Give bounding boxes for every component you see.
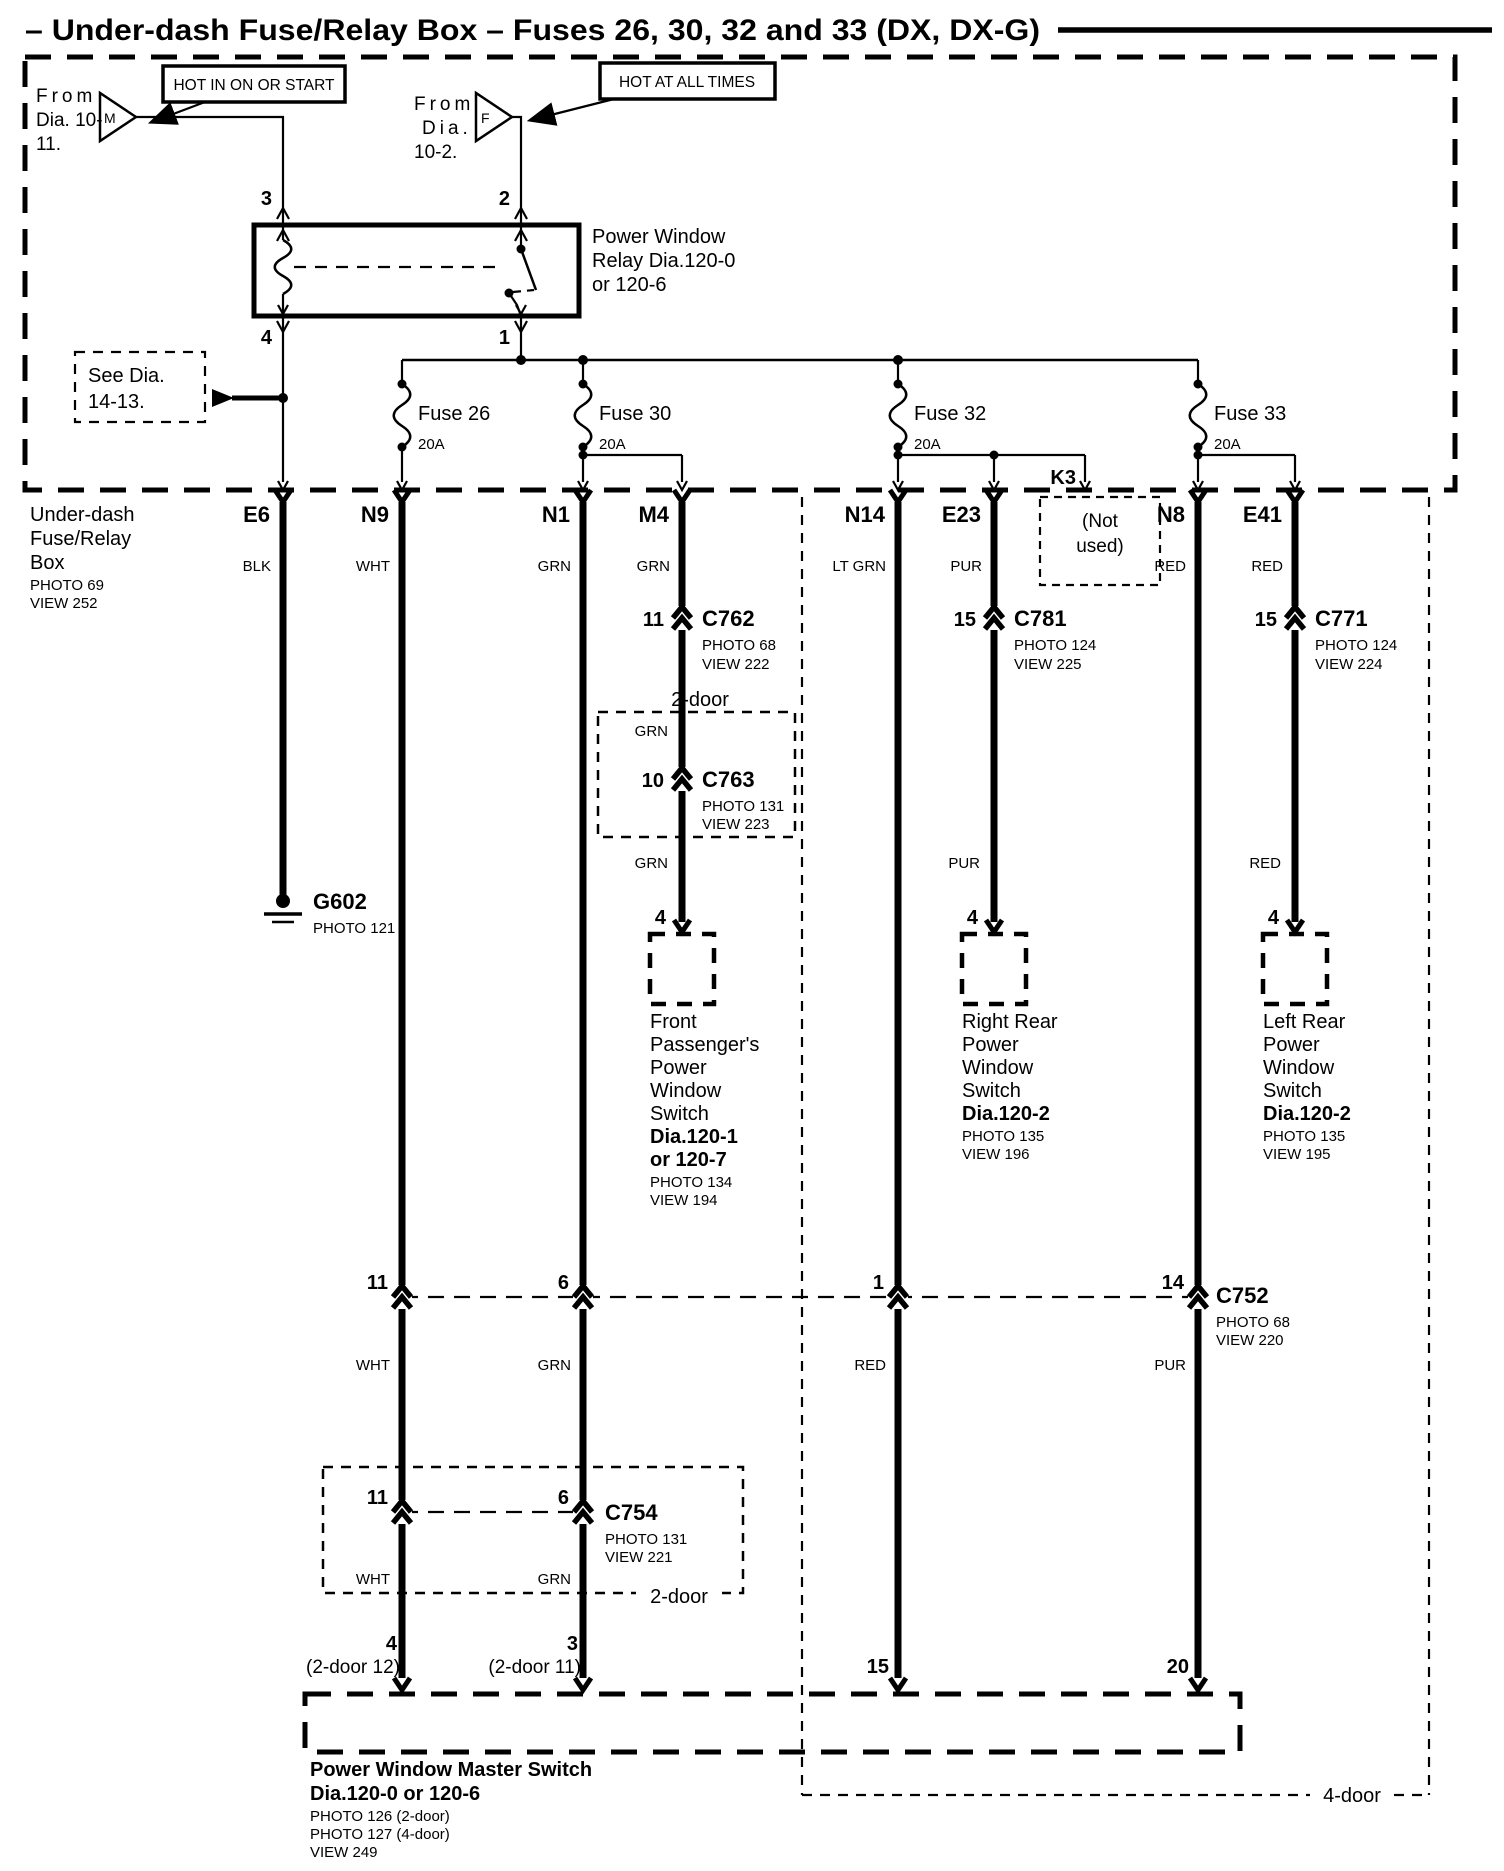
c752-view: VIEW 220 bbox=[1216, 1332, 1284, 1349]
wire-color-wht: WHT bbox=[355, 1571, 390, 1588]
wire-color-grn: GRN bbox=[537, 1357, 571, 1374]
relay-label-line: Relay Dia.120-0 bbox=[592, 250, 736, 272]
c771-photo: PHOTO 124 bbox=[1315, 637, 1398, 654]
c781-photo: PHOTO 124 bbox=[1014, 637, 1097, 654]
k3-note-line: used) bbox=[1076, 536, 1124, 557]
c752-photo: PHOTO 68 bbox=[1216, 1314, 1290, 1331]
power-window-relay bbox=[254, 188, 735, 349]
switch-name-line: Power bbox=[1263, 1034, 1320, 1056]
junction-dot bbox=[516, 355, 526, 365]
wire-color-grn: GRN bbox=[537, 558, 571, 575]
wire-end-connector-icon bbox=[1190, 1678, 1206, 1690]
connector-chevron-icon bbox=[392, 1500, 412, 1524]
wire-color-wht: WHT bbox=[355, 558, 390, 575]
wire-color-grn: GRN bbox=[636, 558, 670, 575]
connector-chevron-icon bbox=[573, 1285, 593, 1309]
master-pin-20: 20 bbox=[1166, 1656, 1189, 1678]
relay-contact-arm-icon bbox=[521, 249, 536, 290]
switch-pin: 4 bbox=[1267, 907, 1279, 929]
front-passenger-switch bbox=[650, 907, 759, 1209]
wire-color-grn: GRN bbox=[634, 723, 668, 740]
cavity-id-e23: E23 bbox=[941, 502, 981, 527]
relay-contact-lead bbox=[509, 293, 521, 316]
cavity-id-e41: E41 bbox=[1242, 502, 1282, 527]
wire-color-red: RED bbox=[1154, 558, 1186, 575]
source-ref-line: From bbox=[414, 94, 475, 115]
see-dia-line: 14-13. bbox=[88, 391, 145, 413]
relay-pin-1: 1 bbox=[498, 327, 510, 349]
relay-box bbox=[254, 225, 579, 316]
c752-pin-11: 11 bbox=[366, 1272, 388, 1294]
connector-c752 bbox=[356, 1272, 1290, 1374]
harness-wires bbox=[283, 502, 1295, 1678]
c781-pin: 15 bbox=[953, 609, 976, 631]
fuse-30-label: Fuse 30 bbox=[599, 403, 672, 425]
relay-pin-4: 4 bbox=[260, 327, 272, 349]
switch-name-line: Power bbox=[962, 1034, 1019, 1056]
two-door-label-lower: 2-door bbox=[650, 1586, 708, 1608]
fuse-33-symbol bbox=[1190, 384, 1207, 447]
connector-chevron-icon bbox=[672, 606, 692, 630]
switch-name-line: Switch bbox=[962, 1080, 1021, 1102]
master-pin-15: 15 bbox=[866, 1656, 889, 1678]
master-pin-3-note: (2-door 11) bbox=[488, 1657, 581, 1678]
fusebox-label-line: Under-dash bbox=[30, 504, 135, 526]
switch-name-line: Passenger's bbox=[650, 1034, 760, 1056]
left-rear-switch bbox=[1263, 907, 1351, 1163]
fuse-bus bbox=[278, 316, 1300, 490]
fusebox-label-line: Fuse/Relay bbox=[30, 528, 132, 550]
connector-c762 bbox=[643, 606, 776, 673]
wire-color-ltgrn: LT GRN bbox=[832, 558, 886, 575]
c752-pin-1: 1 bbox=[872, 1272, 884, 1294]
c781-view: VIEW 225 bbox=[1014, 656, 1082, 673]
relay-contact-dash bbox=[513, 290, 534, 292]
connector-c763-two-door bbox=[598, 689, 795, 872]
see-dia-line: See Dia. bbox=[88, 365, 165, 387]
ground-g602 bbox=[264, 889, 395, 937]
wire-color-grn: GRN bbox=[537, 1571, 571, 1588]
c762-name: C762 bbox=[702, 606, 755, 631]
switch-name-line: Switch bbox=[650, 1103, 709, 1125]
connector-c754-two-door bbox=[323, 1467, 743, 1608]
fuse-relay-box-border bbox=[25, 57, 1455, 490]
ground-name: G602 bbox=[313, 889, 367, 914]
relay-coil-icon bbox=[275, 240, 292, 294]
switch-box bbox=[650, 934, 714, 1004]
c771-pin: 15 bbox=[1254, 609, 1277, 631]
c754-pin-11: 11 bbox=[366, 1487, 388, 1509]
cavity-id-n9: N9 bbox=[360, 502, 389, 527]
connector-chevron-icon bbox=[573, 1500, 593, 1524]
c752-pin-14: 14 bbox=[1161, 1272, 1184, 1294]
wire-color-blk: BLK bbox=[242, 558, 271, 575]
source-ref-line: Dia. 10- bbox=[36, 110, 103, 131]
power-window-master-switch bbox=[305, 1633, 1240, 1861]
cavity-id-e6: E6 bbox=[243, 502, 270, 527]
fuse-26-amps: 20A bbox=[418, 436, 445, 453]
c754-view: VIEW 221 bbox=[605, 1549, 673, 1566]
wire-color-wht: WHT bbox=[355, 1357, 390, 1374]
connector-chevron-icon bbox=[1285, 606, 1305, 630]
c762-pin: 11 bbox=[642, 609, 664, 631]
switch-dia-line: Dia.120-2 bbox=[962, 1103, 1050, 1125]
cavity-id-n8: N8 bbox=[1156, 502, 1185, 527]
fuse-33-label: Fuse 33 bbox=[1214, 403, 1287, 425]
hot-tag-arrow-icon bbox=[531, 99, 614, 120]
wire-color-red: RED bbox=[1251, 558, 1283, 575]
k3-note-line: (Not bbox=[1082, 511, 1118, 532]
two-door-label-upper: 2-door bbox=[671, 689, 729, 711]
fuse-32-label: Fuse 32 bbox=[914, 403, 987, 425]
fuse-33-amps: 20A bbox=[1214, 436, 1241, 453]
switch-name-line: Front bbox=[650, 1011, 697, 1033]
master-switch-photo-2door: PHOTO 126 (2-door) bbox=[310, 1808, 450, 1825]
fusebox-view: VIEW 252 bbox=[30, 595, 98, 612]
fuse-26-label: Fuse 26 bbox=[418, 403, 491, 425]
four-door-label: 4-door bbox=[1323, 1785, 1381, 1807]
master-switch-name: Power Window Master Switch bbox=[310, 1759, 593, 1781]
master-pin-4: 4 bbox=[385, 1633, 397, 1655]
see-dia-callout bbox=[75, 352, 288, 422]
source-ref-line: 11. bbox=[36, 134, 62, 155]
c771-name: C771 bbox=[1315, 606, 1368, 631]
master-pin-3: 3 bbox=[566, 1633, 578, 1655]
fusebox-label-line: Box bbox=[30, 552, 65, 574]
switch-photo: PHOTO 134 bbox=[650, 1174, 733, 1191]
c762-photo: PHOTO 68 bbox=[702, 637, 776, 654]
relay-label-line: or 120-6 bbox=[592, 274, 667, 296]
hot-at-all-times-label: HOT AT ALL TIMES bbox=[618, 74, 756, 91]
power-source-left bbox=[36, 66, 345, 225]
relay-label-line: Power Window bbox=[592, 226, 726, 248]
right-rear-switch bbox=[962, 907, 1058, 1163]
switch-pin: 4 bbox=[966, 907, 978, 929]
switch-pin: 4 bbox=[654, 907, 666, 929]
fuse-30-symbol bbox=[575, 384, 592, 447]
fuse-32-symbol bbox=[890, 384, 907, 447]
fuse-26-symbol bbox=[394, 384, 411, 447]
master-switch-view: VIEW 249 bbox=[310, 1844, 378, 1861]
switch-view: VIEW 196 bbox=[962, 1146, 1030, 1163]
wire-color-pur: PUR bbox=[948, 855, 980, 872]
fusebox-photo: PHOTO 69 bbox=[30, 577, 104, 594]
hot-tag-arrow-icon bbox=[152, 102, 205, 122]
c752-pin-6: 6 bbox=[557, 1272, 569, 1294]
f-source-letter: F bbox=[481, 110, 490, 126]
source-ref-line: Dia. bbox=[422, 118, 472, 139]
cavity-id-n1: N1 bbox=[541, 502, 570, 527]
c754-name: C754 bbox=[605, 1500, 658, 1525]
c754-pin-6: 6 bbox=[557, 1487, 569, 1509]
c763-view: VIEW 223 bbox=[702, 816, 770, 833]
ground-photo: PHOTO 121 bbox=[313, 920, 396, 937]
cavity-id-k3: K3 bbox=[1050, 467, 1076, 489]
m-source-letter: M bbox=[104, 110, 116, 126]
switch-dia-line: or 120-7 bbox=[650, 1149, 727, 1171]
c752-name: C752 bbox=[1216, 1283, 1269, 1308]
connector-chevron-icon bbox=[984, 606, 1004, 630]
connector-c781 bbox=[954, 606, 1097, 673]
source-ref-line: 10-2. bbox=[414, 142, 458, 163]
connector-chevron-icon bbox=[888, 1285, 908, 1309]
source-ref-line: From bbox=[36, 86, 97, 107]
hot-in-on-or-start-label: HOT IN ON OR START bbox=[173, 77, 335, 94]
wire-color-pur: PUR bbox=[950, 558, 982, 575]
switch-dia-line: Dia.120-1 bbox=[650, 1126, 738, 1148]
wire-end-connector-icon bbox=[394, 1678, 410, 1690]
fuse-30-amps: 20A bbox=[599, 436, 626, 453]
c781-name: C781 bbox=[1014, 606, 1067, 631]
cavity-id-n14: N14 bbox=[844, 502, 885, 527]
connector-chevron-icon bbox=[672, 767, 692, 791]
wire-color-grn: GRN bbox=[634, 855, 668, 872]
wire-end-connector-icon bbox=[575, 1678, 591, 1690]
switch-box bbox=[1263, 934, 1327, 1004]
c763-name: C763 bbox=[702, 767, 755, 792]
switch-name-line: Window bbox=[1263, 1057, 1335, 1079]
c754-photo: PHOTO 131 bbox=[605, 1531, 688, 1548]
wire-color-red: RED bbox=[1249, 855, 1281, 872]
switch-photo: PHOTO 135 bbox=[962, 1128, 1045, 1145]
ground-dot-icon bbox=[276, 894, 290, 908]
switch-photo: PHOTO 135 bbox=[1263, 1128, 1346, 1145]
switch-view: VIEW 194 bbox=[650, 1192, 718, 1209]
c763-pin: 10 bbox=[641, 770, 664, 792]
switch-name-line: Left Rear bbox=[1263, 1011, 1346, 1033]
master-switch-box bbox=[305, 1694, 1240, 1752]
connector-chevron-icon bbox=[1188, 1285, 1208, 1309]
switch-dia-line: Dia.120-2 bbox=[1263, 1103, 1351, 1125]
switch-name-line: Power bbox=[650, 1057, 707, 1079]
wire-color-red: RED bbox=[854, 1357, 886, 1374]
switch-name-line: Window bbox=[962, 1057, 1034, 1079]
master-switch-photo-4door: PHOTO 127 (4-door) bbox=[310, 1826, 450, 1843]
master-switch-dia: Dia.120-0 or 120-6 bbox=[310, 1783, 481, 1805]
title-block bbox=[25, 14, 1492, 47]
c763-photo: PHOTO 131 bbox=[702, 798, 785, 815]
connector-c771 bbox=[1255, 606, 1398, 673]
wire-end-connector-icon bbox=[890, 1678, 906, 1690]
switch-name-line: Window bbox=[650, 1080, 722, 1102]
wire-color-pur: PUR bbox=[1154, 1357, 1186, 1374]
master-pin-4-note: (2-door 12) bbox=[306, 1657, 400, 1678]
relay-pin-2: 2 bbox=[498, 188, 510, 210]
fuse-32-amps: 20A bbox=[914, 436, 941, 453]
switch-name-line: Right Rear bbox=[962, 1011, 1058, 1033]
power-source-right bbox=[414, 63, 775, 225]
c762-view: VIEW 222 bbox=[702, 656, 770, 673]
relay-pin-3: 3 bbox=[260, 188, 272, 210]
switch-box bbox=[962, 934, 1026, 1004]
switch-name-line: Switch bbox=[1263, 1080, 1322, 1102]
cavity-id-m4: M4 bbox=[638, 502, 669, 527]
connector-chevron-icon bbox=[392, 1285, 412, 1309]
page-title: – Under-dash Fuse/Relay Box – Fuses 26, 30, 32 and 33 (DX, DX-G) bbox=[25, 14, 1040, 47]
c771-view: VIEW 224 bbox=[1315, 656, 1383, 673]
switch-view: VIEW 195 bbox=[1263, 1146, 1331, 1163]
see-dia-arrow-icon bbox=[212, 389, 234, 407]
